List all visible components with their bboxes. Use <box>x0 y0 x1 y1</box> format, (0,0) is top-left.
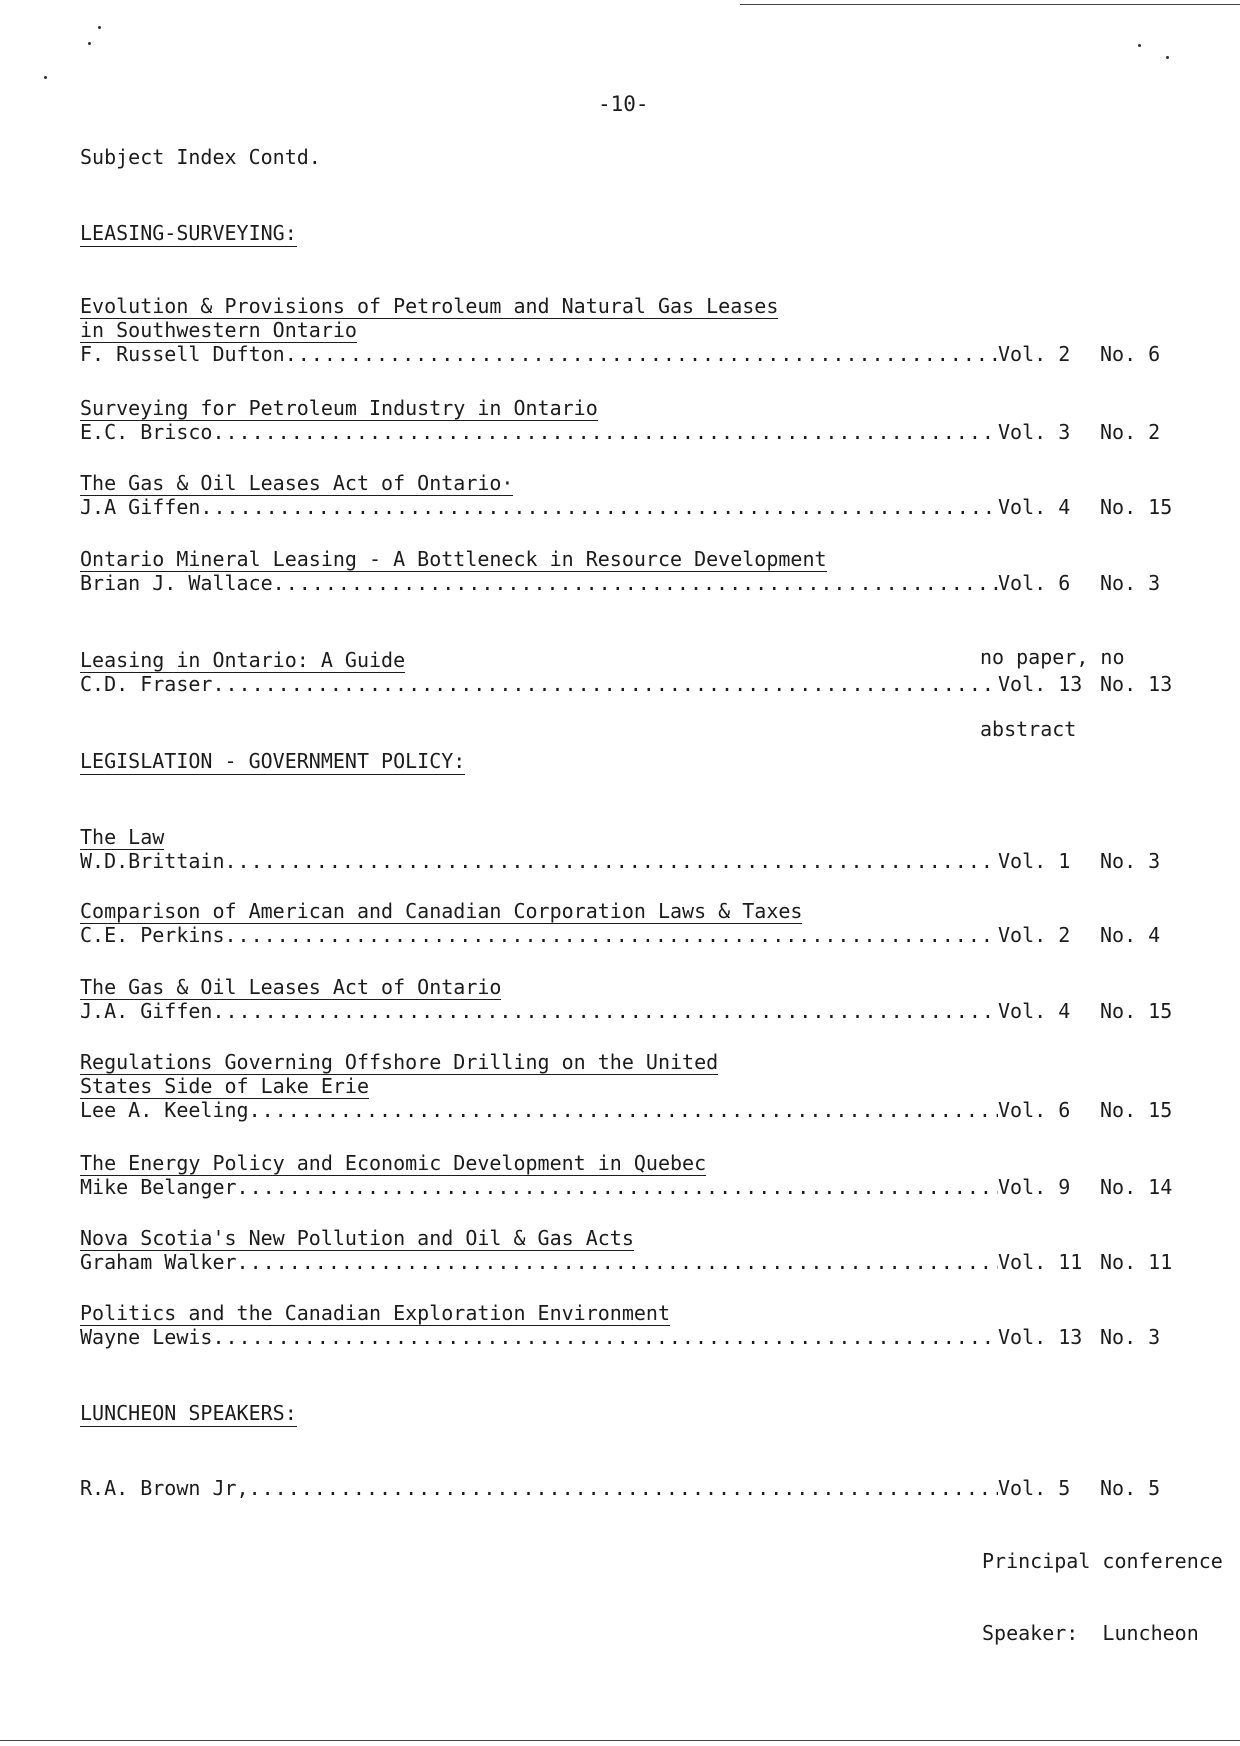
scan-edge-top <box>740 4 1240 5</box>
entry-title-line: Regulations Governing Offshore Drilling on the United <box>80 1050 719 1074</box>
scan-speck <box>98 26 101 29</box>
entry-author: E.C. Brisco <box>80 420 213 444</box>
entry-reference: Vol. 4 No. 15 <box>998 495 1173 519</box>
scan-speck <box>1138 44 1141 47</box>
entry-author-row <box>80 1250 1180 1274</box>
section-heading-luncheon: LUNCHEON SPEAKERS: <box>80 1401 297 1425</box>
entry-reference: Vol. 13 No. 13 <box>998 672 1173 696</box>
entry-author: Lee A. Keeling <box>80 1098 249 1122</box>
index-entry <box>80 1226 1180 1274</box>
leader-dots <box>249 1098 998 1122</box>
index-entry <box>80 899 1180 947</box>
leader-dots <box>212 420 998 444</box>
entry-reference: Vol. 13 No. 3 <box>998 1325 1161 1349</box>
entry-author: C.D. Fraser <box>80 672 213 696</box>
page-title: Subject Index Contd. <box>80 145 321 169</box>
entry-author-row <box>80 923 1180 947</box>
entry-author-row <box>80 999 1180 1023</box>
entry-reference: Vol. 4 No. 15 <box>998 999 1173 1023</box>
entry-author: Wayne Lewis <box>80 1325 213 1349</box>
scan-edge-bottom <box>0 1740 1240 1741</box>
entry-reference: Vol. 3 No. 2 <box>998 420 1161 444</box>
entry-author: W.D.Brittain <box>80 849 225 873</box>
entry-title-line: Ontario Mineral Leasing - A Bottleneck in Resource Development <box>80 547 827 571</box>
entry-title-line: Leasing in Ontario: A Guide <box>80 648 406 672</box>
entry-title-line: The Energy Policy and Economic Development in Quebec <box>80 1151 707 1175</box>
entry-title-line: The Gas & Oil Leases Act of Ontario· <box>80 471 514 495</box>
entry-title-line: in Southwestern Ontario <box>80 318 357 342</box>
entry-reference: Vol. 6 No. 15 <box>998 1098 1173 1122</box>
entry-reference: Vol. 1 No. 3 <box>998 849 1161 873</box>
leader-dots <box>225 923 999 947</box>
index-entry <box>80 975 1180 1023</box>
index-entry <box>80 396 1180 444</box>
index-entry <box>80 1050 1180 1122</box>
index-entry <box>80 1476 1180 1500</box>
entry-reference: Vol. 9 No. 14 <box>998 1175 1173 1199</box>
leader-dots <box>212 672 998 696</box>
entry-title-line: The Law <box>80 825 165 849</box>
leader-dots <box>225 849 999 873</box>
entry-reference: Vol. 5 No. 5 <box>998 1476 1161 1500</box>
index-entry <box>80 547 1180 595</box>
leader-dots <box>237 1250 998 1274</box>
entry-reference: Vol. 2 No. 6 <box>998 342 1161 366</box>
entry-title-line: Surveying for Petroleum Industry in Ontario <box>80 396 598 420</box>
entry-title-line: The Gas & Oil Leases Act of Ontario <box>80 975 502 999</box>
entry-title-line: States Side of Lake Erie <box>80 1074 369 1098</box>
entry-author: Mike Belanger <box>80 1175 237 1199</box>
entry-author-row <box>80 420 1180 444</box>
index-entry <box>80 1151 1180 1199</box>
entry-author: Brian J. Wallace <box>80 571 273 595</box>
entry-reference: Vol. 2 No. 4 <box>998 923 1161 947</box>
entry-author-row <box>80 1325 1180 1349</box>
entry-author: R.A. Brown Jr, <box>80 1476 249 1500</box>
index-entry <box>80 471 1180 519</box>
entry-author: C.E. Perkins <box>80 923 225 947</box>
entry-title-line: Nova Scotia's New Pollution and Oil & Gas Acts <box>80 1226 634 1250</box>
section-heading-leasing: LEASING-SURVEYING: <box>80 221 297 245</box>
entry-author-row <box>80 849 1180 873</box>
leader-dots <box>212 999 998 1023</box>
leader-dots <box>237 1175 998 1199</box>
entry-author-row <box>80 1098 1180 1122</box>
entry-author: J.A. Giffen <box>80 999 213 1023</box>
leader-dots <box>285 342 998 366</box>
entry-title-line: Comparison of American and Canadian Corporation Laws & Taxes <box>80 899 803 923</box>
index-entry <box>80 1301 1180 1349</box>
entry-author-row <box>80 571 1180 595</box>
leader-dots <box>249 1476 998 1500</box>
entry-reference: Vol. 11 No. 11 <box>998 1250 1173 1274</box>
entry-reference: Vol. 6 No. 3 <box>998 571 1161 595</box>
index-entry <box>80 648 1180 696</box>
entry-title-line: Evolution & Provisions of Petroleum and Natural Gas Leases <box>80 294 779 318</box>
section-heading-legislation: LEGISLATION - GOVERNMENT POLICY: <box>80 749 466 773</box>
scan-speck <box>1166 56 1169 59</box>
entry-author-row <box>80 1175 1180 1199</box>
entry-author-row <box>80 342 1180 366</box>
entry-author-row <box>80 495 1180 519</box>
entry-author: F. Russell Dufton <box>80 342 285 366</box>
index-entry <box>80 294 1180 366</box>
entry-author-row <box>80 1476 1180 1500</box>
entry-title-line: Politics and the Canadian Exploration Environment <box>80 1301 671 1325</box>
entry-author-row <box>80 672 1180 696</box>
page-number: -10- <box>598 92 649 116</box>
leader-dots <box>212 1325 998 1349</box>
scan-speck <box>44 76 47 79</box>
entry-note: Principal conference Speaker: Luncheon <box>982 1549 1223 1645</box>
entry-note: no paper, no abstract <box>980 645 1125 741</box>
entry-author: J.A Giffen <box>80 495 201 519</box>
index-entry <box>80 825 1180 873</box>
scan-speck <box>88 42 91 45</box>
leader-dots <box>200 495 998 519</box>
leader-dots <box>273 571 998 595</box>
entry-author: Graham Walker <box>80 1250 237 1274</box>
